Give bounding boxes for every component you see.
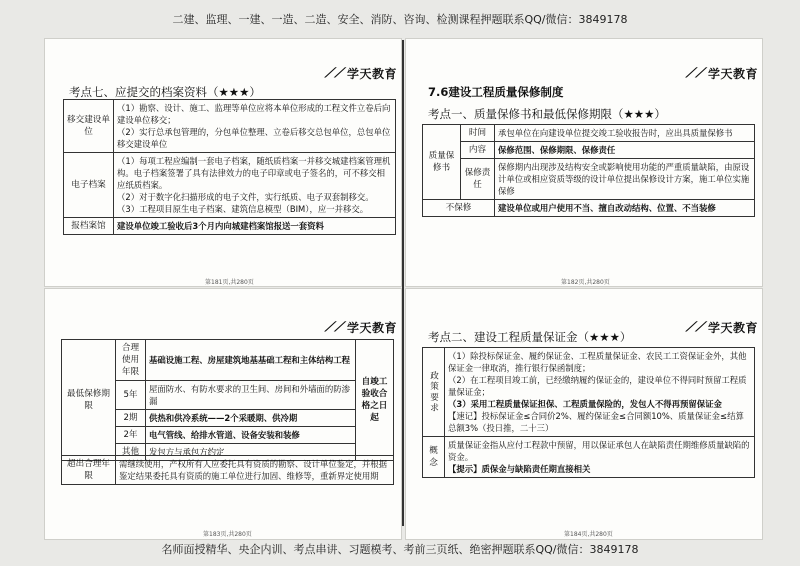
row-content: 电气管线、给排水管道、设备安装和装修	[146, 427, 356, 444]
period-label: 2期	[116, 410, 146, 427]
logo-text: 学天教育	[346, 321, 397, 335]
row-content	[114, 153, 396, 218]
logo-mark-icon: ⟋⟋	[685, 66, 705, 81]
row-content: 建设单位或用户使用不当、擅自改动结构、位置、不当装修	[495, 200, 755, 217]
row-content: 承包单位在向建设单位提交竣工验收报告时，应出具质量保修书	[495, 125, 755, 142]
page-183	[44, 288, 402, 540]
center-binding	[402, 40, 404, 526]
section-subtitle: 考点一、质量保修书和最低保修期限（★★★）	[428, 107, 666, 121]
row-content: 供热和供冷系统——2个采暖期、供冷期	[146, 410, 356, 427]
logo	[325, 65, 397, 82]
content-line: （1）每项工程应编制一套电子档案，随纸质档案一并移交城建档案管理机构。电子档案签署了具有法律效力的电子印章或电子签名的，可不移交相应纸质档案。	[117, 156, 391, 190]
table-row	[64, 218, 396, 235]
content-line: （3）采用工程质量保证担保、工程质量保险的，发包人不得再预留保证金	[448, 399, 722, 409]
row-content	[114, 218, 396, 235]
page-182	[405, 38, 763, 287]
content-line: 质量保证金指从应付工程款中预留，用以保证承包人在缺陷责任期维修质量缺陷的资金。	[448, 440, 750, 462]
row-label: 概念	[423, 437, 445, 478]
logo-text: 学天教育	[707, 321, 758, 335]
content-line: （3）工程项目原生电子档案、建筑信息模型（BIM），应一并移交。	[117, 204, 369, 214]
row-content: 保修范围、保修期限、保修责任	[495, 142, 755, 159]
deposit-table	[422, 347, 755, 478]
row-label: 报档案馆	[64, 218, 114, 235]
content-line: （1）除投标保证金、履约保证金、工程质量保证金、农民工工资保证金外，其他保证金一律取消，推行银行保函制度；	[448, 351, 747, 373]
logo	[686, 319, 758, 336]
row-content	[445, 437, 755, 478]
page-number: 第184页,共280页	[564, 531, 613, 538]
period-label: 5年	[116, 381, 146, 410]
table-row	[62, 340, 394, 381]
content-line: （2）实行总承包管理的，分包单位整理、立卷后移交总包单位，总包单位移交建设单位	[117, 127, 391, 149]
warranty-table	[422, 124, 755, 217]
row-content	[114, 100, 396, 153]
row-label: 时间	[461, 125, 495, 142]
page-number: 第183页,共280页	[203, 531, 252, 538]
content-line: 【速记】投标保证金≤合同价2%、履约保证金≤合同额10%、质量保证金≤结算总额3%（投日推，二十三）	[448, 411, 744, 433]
top-banner: 二建、监理、一建、一造、二造、安全、消防、咨询、检测课程押题联系QQ/微信：3849178	[172, 13, 628, 26]
archive-table	[63, 99, 396, 235]
row-label: 电子档案	[64, 153, 114, 218]
over-period-table	[61, 455, 394, 485]
section-title: 考点七、应提交的档案资料（★★★）	[69, 85, 261, 99]
row-content: 保修期内出现涉及结构安全或影响使用功能的严重质量缺陷，由原设计单位或相应资质等级的设计单位提出保修设计方案，施工单位实施保修	[495, 159, 755, 200]
group-label: 最低保修期限	[62, 340, 116, 461]
table-row	[423, 348, 755, 437]
row-label: 不保修	[423, 200, 495, 217]
content-line: 建设单位竣工验收后3个月内向城建档案馆报送一套资料	[117, 221, 324, 231]
table-row	[423, 159, 755, 200]
row-label: 政策要求	[423, 348, 445, 437]
logo-mark-icon: ⟋⟋	[324, 320, 344, 335]
content-line: （2）对于数字化扫描形成的电子文件，实行纸质、电子双套制移交。	[117, 192, 374, 202]
period-label: 其他	[116, 444, 146, 461]
row-label: 超出合理年限	[62, 456, 116, 485]
logo-mark-icon: ⟋⟋	[324, 66, 344, 81]
row-content: 需继续使用，产权所有人应委托具有资质的勘察、设计单位鉴定，并根据鉴定结果委托具有资质的施工单位进行加固、维修等，重新界定使用期	[116, 456, 394, 485]
row-label: 保修责任	[461, 159, 495, 200]
logo-text: 学天教育	[707, 67, 758, 81]
table-row	[64, 153, 396, 218]
bottom-banner: 名师面授精华、央企内训、考点串讲、习题模考、考前三页纸、绝密押题联系QQ/微信：3849178	[161, 543, 639, 556]
logo	[325, 319, 397, 336]
row-content: 发包方与承包方约定	[146, 444, 356, 461]
row-label: 移交建设单位	[64, 100, 114, 153]
period-label: 2年	[116, 427, 146, 444]
content-line: 【提示】质保金与缺陷责任期直接相关	[448, 464, 591, 474]
page-181	[44, 38, 402, 287]
table-row	[62, 456, 394, 485]
logo	[686, 65, 758, 82]
min-period-table	[61, 339, 394, 461]
page-184	[405, 288, 763, 540]
start-note: 自竣工验收合格之日起	[356, 340, 394, 461]
logo-text: 学天教育	[346, 67, 397, 81]
page-number: 第181页,共280页	[205, 279, 254, 286]
content-line: （2）在工程项目竣工前，已经缴纳履约保证金的，建设单位不得同时预留工程质量保证金；	[448, 375, 747, 397]
period-label: 合理使用年限	[116, 340, 146, 381]
table-row	[423, 437, 755, 478]
table-row	[423, 200, 755, 217]
section-title: 7.6建设工程质量保修制度	[428, 85, 564, 99]
table-row	[64, 100, 396, 153]
logo-mark-icon: ⟋⟋	[685, 320, 705, 335]
row-label: 内容	[461, 142, 495, 159]
table-row	[423, 142, 755, 159]
row-content: 屋面防水、有防水要求的卫生间、房间和外墙面的防渗漏	[146, 381, 356, 410]
row-content: 基础设施工程、房屋建筑地基基础工程和主体结构工程	[146, 340, 356, 381]
group-label: 质量保修书	[423, 125, 461, 200]
content-line: （1）勘察、设计、施工、监理等单位应将本单位形成的工程文件立卷后向建设单位移交；	[117, 103, 391, 125]
row-content	[445, 348, 755, 437]
page-number: 第182页,共280页	[561, 279, 610, 286]
table-row	[423, 125, 755, 142]
section-title: 考点二、建设工程质量保证金（★★★）	[428, 330, 632, 344]
